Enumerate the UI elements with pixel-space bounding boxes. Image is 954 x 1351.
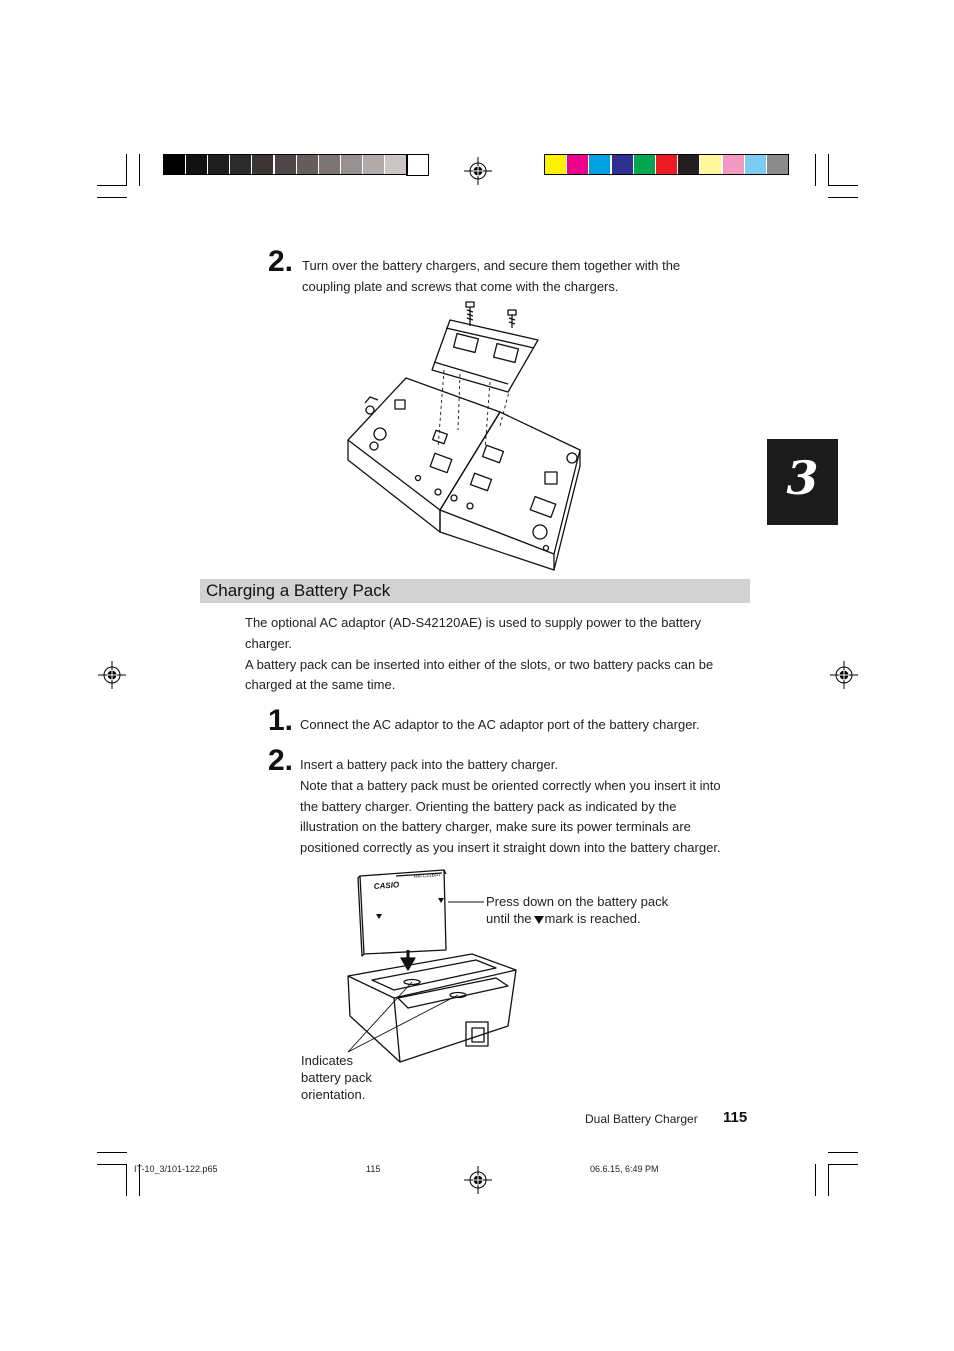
crop-mark	[126, 154, 127, 186]
step-number: 2.	[268, 245, 294, 278]
registration-mark-icon	[464, 157, 492, 185]
step-number: 1.	[268, 704, 294, 737]
registration-mark-icon	[98, 661, 126, 689]
chapter-tab	[767, 439, 838, 525]
battery-model: HA-C21BAT	[413, 872, 442, 880]
crop-mark	[815, 154, 816, 186]
callout-line: Indicates	[301, 1053, 354, 1068]
crop-mark	[815, 1164, 816, 1196]
section-header	[200, 579, 750, 603]
crop-mark	[828, 185, 858, 186]
callout-orientation	[301, 1052, 372, 1103]
intro-line: charger.	[245, 636, 292, 651]
crop-mark	[97, 185, 127, 186]
crop-mark	[828, 197, 858, 198]
slug-date: 06.6.15, 6:49 PM	[590, 1164, 659, 1174]
step-text-line: Note that a battery pack must be oriented correctly when you insert it into	[300, 778, 721, 793]
registration-mark-icon	[830, 661, 858, 689]
crop-mark	[828, 154, 829, 186]
crop-mark	[126, 1164, 127, 1196]
step-text-line: coupling plate and screws that come with the chargers.	[302, 279, 619, 294]
slug-file: IT-10_3/101-122.p65	[134, 1164, 218, 1174]
step-text-line: Turn over the battery chargers, and secure them together with the	[302, 258, 681, 273]
crop-mark	[97, 197, 127, 198]
color-bar-frame	[544, 154, 789, 175]
intro-line: charged at the same time.	[245, 677, 396, 692]
callout-line	[486, 910, 668, 927]
callout-text: mark is reached.	[544, 911, 641, 926]
intro-line: The optional AC adaptor (AD-S42120AE) is used to supply power to the battery	[245, 615, 701, 630]
intro-line: A battery pack can be inserted into either of the slots, or two battery packs can be	[245, 657, 714, 672]
crop-mark	[97, 1164, 127, 1165]
crop-mark	[828, 1164, 829, 1196]
step-text-line: Insert a battery pack into the battery charger.	[300, 757, 558, 772]
page-number: 115	[723, 1109, 748, 1126]
step-number: 2.	[268, 744, 294, 777]
step-text-line: the battery charger. Orienting the battery pack as indicated by the	[300, 799, 677, 814]
callout-press-down	[486, 893, 668, 927]
slug-page: 115	[366, 1164, 381, 1174]
registration-mark-icon	[464, 1166, 492, 1194]
callout-line: battery pack	[301, 1070, 372, 1085]
coupling-plate-illustration	[340, 300, 590, 572]
gray-bar-frame	[163, 154, 408, 175]
section-title: Charging a Battery Pack	[206, 581, 391, 600]
step-text: Connect the AC adaptor to the AC adaptor port of the battery charger.	[300, 717, 700, 732]
callout-text: until the	[486, 911, 532, 926]
running-title: Dual Battery Charger	[585, 1112, 698, 1126]
down-triangle-icon	[534, 916, 544, 924]
chapter-number: 3	[786, 451, 819, 505]
callout-line: orientation.	[301, 1087, 366, 1102]
crop-mark	[828, 1152, 858, 1153]
crop-mark	[97, 1152, 127, 1153]
step-text-line: positioned correctly as you insert it straight down into the battery charger.	[300, 840, 721, 855]
gray-swatch	[407, 155, 428, 175]
step-text-line: illustration on the battery charger, make sure its power terminals are	[300, 819, 691, 834]
callout-line: Press down on the battery pack	[486, 894, 669, 909]
crop-mark	[828, 1164, 858, 1165]
crop-mark	[139, 154, 140, 186]
battery-brand: CASIO	[373, 880, 400, 891]
